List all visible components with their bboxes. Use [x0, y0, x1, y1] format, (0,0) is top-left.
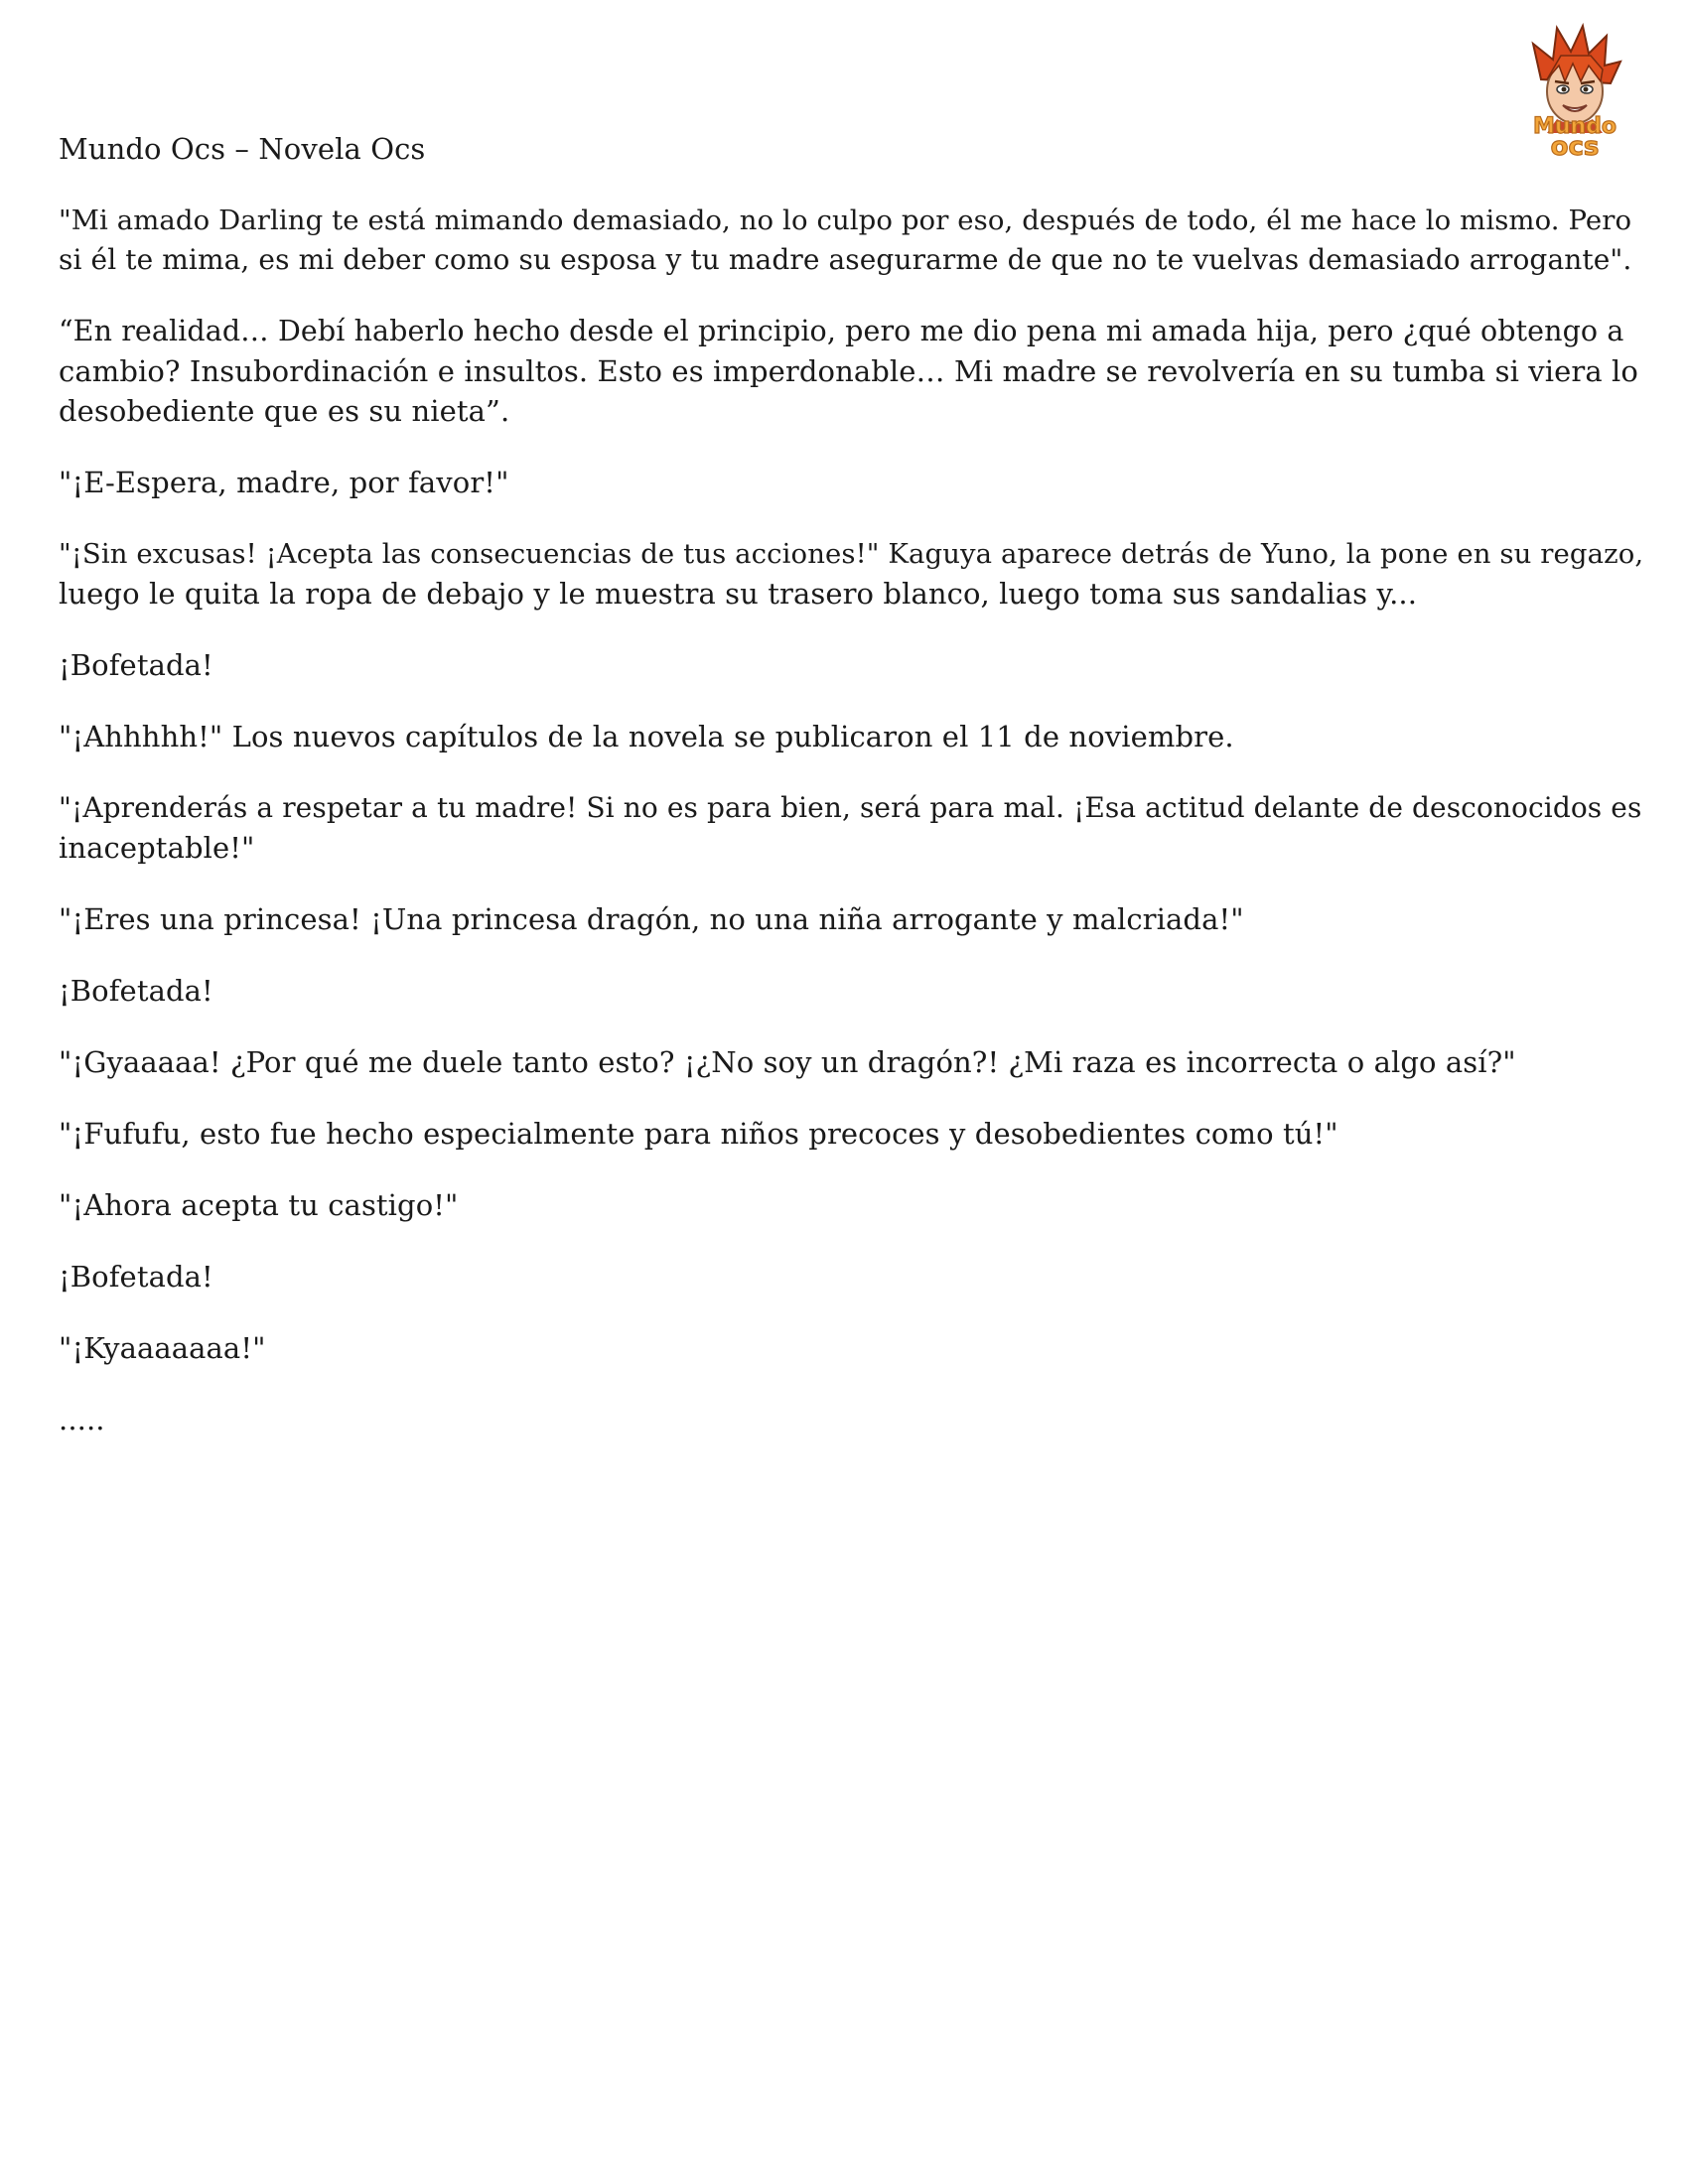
- paragraph-line: “En realidad… Debí haberlo hecho desde el principio, pero me dio pena mi amada hija, pero ¿qué obtengo a: [59, 315, 1624, 347]
- paragraph-line: "¡Fufufu, esto fue hecho especialmente para niños precoces y desobedientes como tú!": [59, 1117, 1338, 1151]
- paragraph: [59, 312, 1647, 431]
- paragraph-line: "¡Sin excusas! ¡Acepta las consecuencias de tus acciones!" Kaguya aparece detrás de Yuno, la pone en su regazo,: [59, 538, 1644, 570]
- paragraph: [59, 463, 1647, 502]
- paragraph: [59, 645, 1647, 685]
- paragraph-line: inaceptable!": [59, 831, 255, 865]
- paragraph: [59, 534, 1647, 614]
- paragraph-line: luego le quita la ropa de debajo y le muestra su trasero blanco, luego toma sus sandalias y...: [59, 577, 1418, 611]
- paragraph-line: desobediente que es su nieta”.: [59, 394, 510, 428]
- logo-text-mundo: Mundo: [1532, 114, 1618, 139]
- paragraph: [59, 1400, 1647, 1439]
- paragraph-line: cambio? Insubordinación e insultos. Esto es imperdonable… Mi madre se revolvería en su tumba si viera lo: [59, 354, 1638, 388]
- paragraph-line: .....: [59, 1403, 105, 1436]
- logo-text-ocs: ocs: [1550, 132, 1600, 159]
- paragraph: [59, 899, 1647, 939]
- document-body: [59, 129, 1647, 1471]
- paragraph-line: ¡Bofetada!: [59, 648, 213, 682]
- paragraph: [59, 201, 1647, 280]
- paragraph: [59, 1257, 1647, 1297]
- paragraph: [59, 1042, 1647, 1082]
- paragraph: [59, 717, 1647, 756]
- paragraph: [59, 788, 1647, 868]
- document-header: Mundo Ocs – Novela Ocs: [59, 132, 426, 166]
- paragraph: [59, 1328, 1647, 1368]
- paragraph-line: "¡Gyaaaaa! ¿Por qué me duele tanto esto? ¡¿No soy un dragón?! ¿Mi raza es incorrecta o algo así?": [59, 1045, 1516, 1079]
- paragraph-line: "¡Ahora acepta tu castigo!": [59, 1188, 459, 1222]
- paragraph-line: "¡Aprenderás a respetar a tu madre! Si no es para bien, será para mal. ¡Esa actitud delante de desconocidos es: [59, 791, 1642, 824]
- paragraph: [59, 1185, 1647, 1225]
- paragraph-line: "¡Eres una princesa! ¡Una princesa dragón, no una niña arrogante y malcriada!": [59, 902, 1244, 936]
- paragraph: [59, 971, 1647, 1011]
- paragraph-line: "¡E-Espera, madre, por favor!": [59, 466, 509, 499]
- paragraph-line: "¡Kyaaaaaaa!": [59, 1331, 266, 1365]
- paragraph-line: ¡Bofetada!: [59, 1260, 213, 1294]
- paragraph: [59, 1114, 1647, 1154]
- paragraph-line: "Mi amado Darling te está mimando demasiado, no lo culpo por eso, después de todo, él me hace lo mismo. Pero: [59, 205, 1632, 236]
- paragraph-line: si él te mima, es mi deber como su esposa y tu madre asegurarme de que no te vuelvas demasiado arrogante".: [59, 243, 1632, 276]
- paragraph-line: "¡Ahhhhh!" Los nuevos capítulos de la novela se publicaron el 11 de noviembre.: [59, 720, 1234, 753]
- paragraph-line: ¡Bofetada!: [59, 974, 213, 1008]
